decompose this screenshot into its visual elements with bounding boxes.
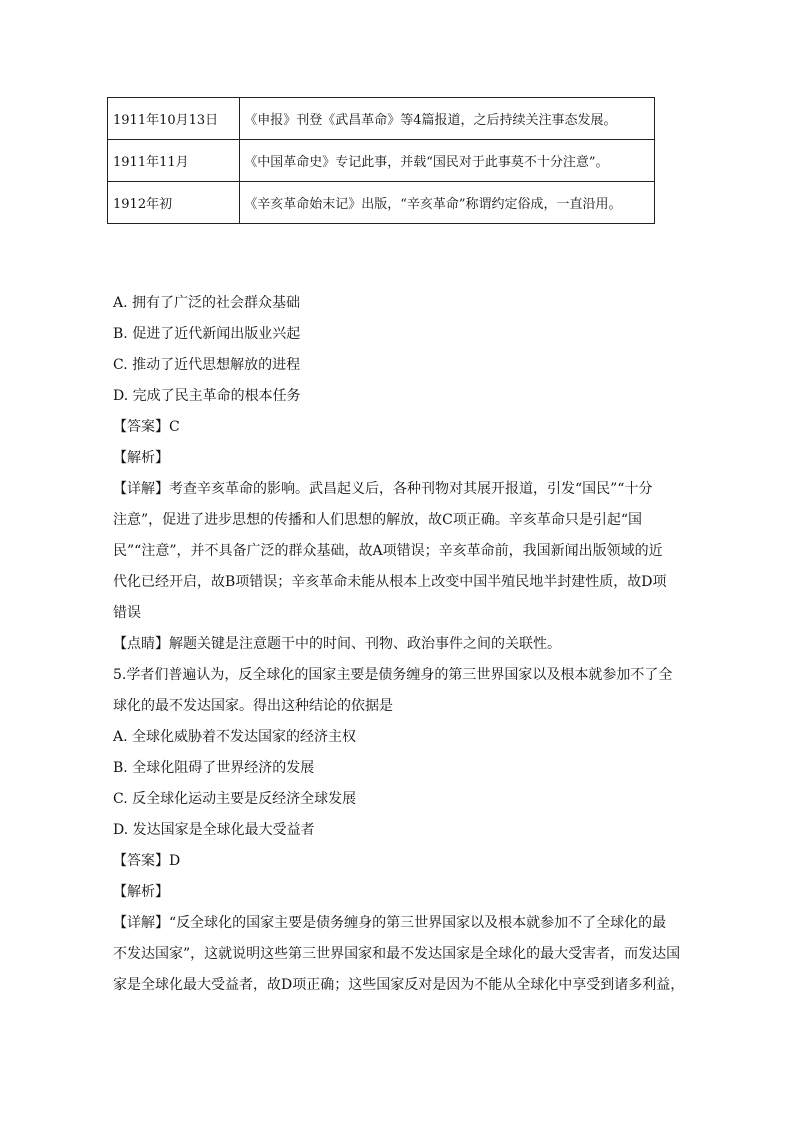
table-cell-event: 《申报》刊登《武昌革命》等4篇报道，之后持续关注事态发展。 [240,98,655,140]
q5-answer: 【答案】D [113,853,181,869]
events-table-wrapper [107,97,655,224]
table-cell-date: 1912年初 [108,182,240,224]
q5-detail-line: 不发达国家”，这就说明这些第三世界国家和最不发达国家是全球化的最大受害者，而发达国 [113,946,681,962]
q4-option-b: B. 促进了近代新闻出版业兴起 [113,326,301,342]
table-cell-date: 1911年10月13日 [108,98,240,140]
q4-answer: 【答案】C [113,419,180,435]
table-row [108,140,655,182]
table-row [108,182,655,224]
q5-stem-line: 球化的最不发达国家。得出这种结论的依据是 [113,698,393,714]
q5-option-a: A. 全球化威胁着不发达国家的经济主权 [113,729,357,745]
q4-option-c: C. 推动了近代思想解放的进程 [113,357,301,373]
q5-option-b: B. 全球化阻碍了世界经济的发展 [113,760,315,776]
q5-detail-line: 【详解】“反全球化的国家主要是债务缠身的第三世界国家以及根本就参加不了全球化的最 [113,915,667,931]
q5-detail-line: 家是全球化最大受益者，故D项正确；这些国家反对是因为不能从全球化中享受到诸多利益， [113,977,685,993]
document-body [113,288,685,1001]
table-cell-event: 《中国革命史》专记此事，并载“国民对于此事莫不十分注意”。 [240,140,655,182]
q4-detail-line: 民”“注意”，并不具备广泛的群众基础，故A项错误；辛亥革命前，我国新闻出版领域的近 [113,543,663,559]
q5-option-d: D. 发达国家是全球化最大受益者 [113,822,315,838]
q4-detail-line: 注意”，促进了进步思想的传播和人们思想的解放，故C项正确。辛亥革命只是引起“国 [113,512,643,528]
table-cell-date: 1911年11月 [108,140,240,182]
q5-option-c: C. 反全球化运动主要是反经济全球发展 [113,791,357,807]
q4-detail-line: 【详解】考查辛亥革命的影响。武昌起义后，各种刊物对其展开报道，引发“国民”“十分 [113,481,653,497]
q4-detail-line: 错误 [113,605,141,621]
q4-analysis-heading: 【解析】 [113,450,169,466]
table-cell-event: 《辛亥革命始末记》出版，“辛亥革命”称谓约定俗成，一直沿用。 [240,182,655,224]
q5-stem-line: 5.学者们普遍认为，反全球化的国家主要是债务缠身的第三世界国家以及根本就参加不了全 [113,667,673,683]
q4-option-a: A. 拥有了广泛的社会群众基础 [113,295,301,311]
table-row [108,98,655,140]
q5-analysis-heading: 【解析】 [113,884,169,900]
q4-tip: 【点睛】解题关键是注意题干中的时间、刊物、政治事件之间的关联性。 [113,636,561,652]
q4-detail-line: 代化已经开启，故B项错误；辛亥革命未能从根本上改变中国半殖民地半封建性质，故D项 [113,574,667,590]
q4-option-d: D. 完成了民主革命的根本任务 [113,388,301,404]
events-table [107,97,655,224]
